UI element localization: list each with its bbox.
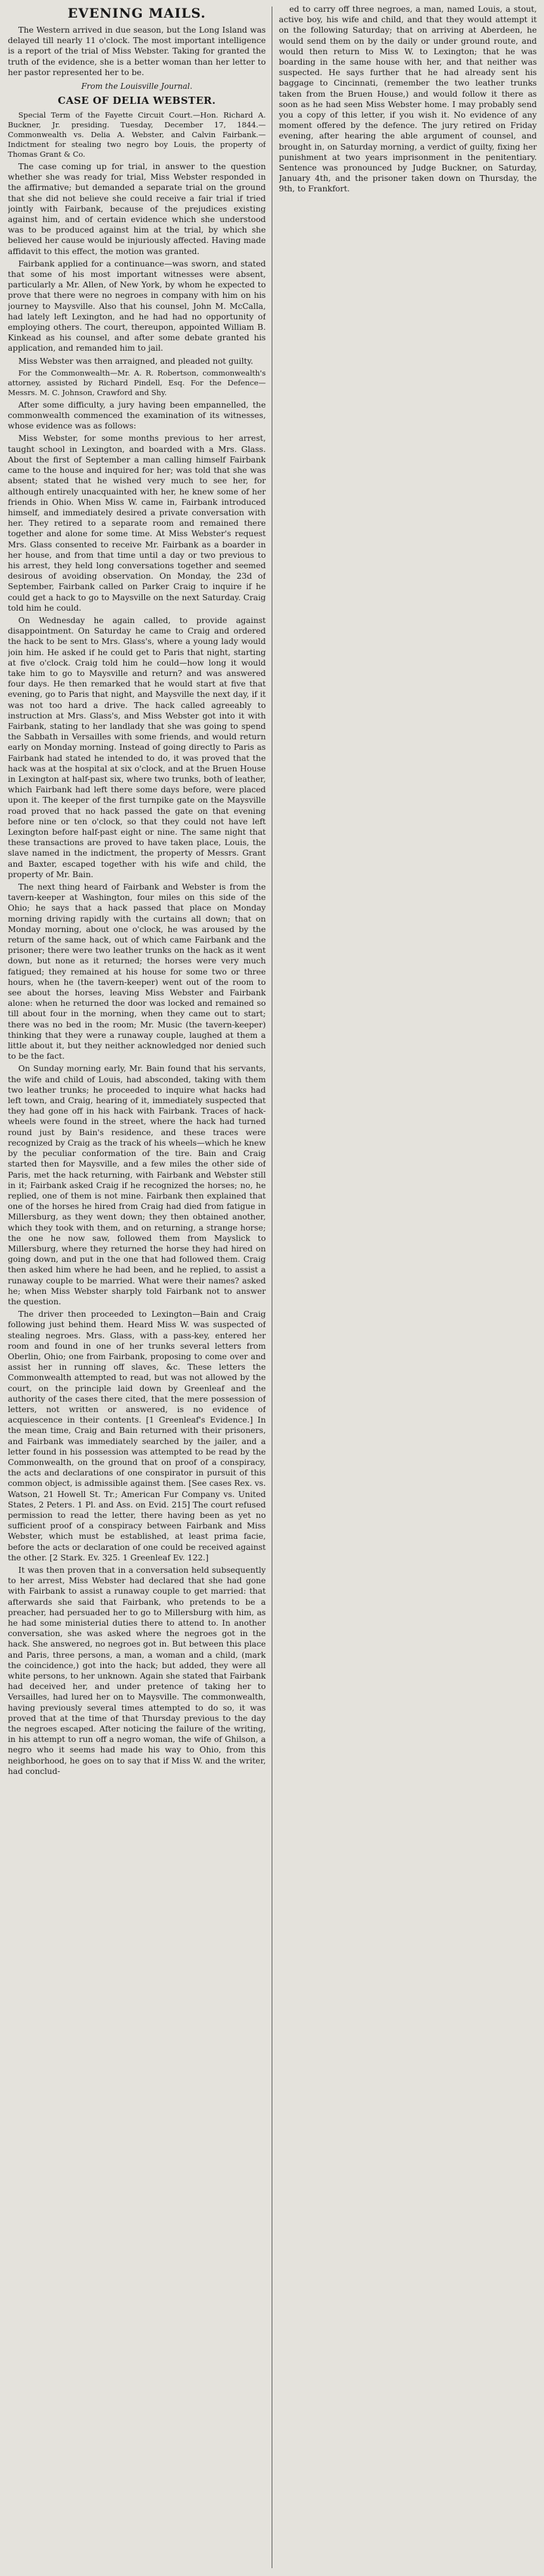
case-title: CASE OF DELIA WEBSTER. — [57, 95, 216, 107]
article-paragraph: Special Term of the Fayette Circuit Court.—Hon. Richard A. Buckner, Jr. presiding. Tuesday, December 17, 1844.—Commonwealth vs. Delia A. Webster, and Calvin Fairbank.—Indictment for stealing two negro boy Louis, the property of Thomas Grant & Co. — [8, 110, 266, 159]
left-column — [8, 4, 266, 2569]
headline: EVENING MAILS. — [67, 5, 206, 21]
right-body — [279, 4, 537, 195]
article-paragraph: The next thing heard of Fairbank and Webster is from the tavern-keeper at Washington, four miles on this side of the Ohio; he says that a hack passed that place on Monday morning driving rapidly with the curtains all down; that on Monday morning, about one o'clock, he was aroused by the return of the same hack, out of which came Fairbank and the prisoner; there were two leather trunks on the hack as it went down, but none as it returned; the horses were very much fatigued; they remained at his house for some two or three hours, when he (the tavern-keeper) went out of the room to see about the horses, leaving Miss Webster and Fairbank alone: when he returned the door was locked and remained so till about four in the morning, when they came out to start; there was no bed in the room; Mr. Music (the tavern-keeper) thinking that they were a runaway couple, laughed at them a little about it, but they neither acknowledged nor denied such to be the fact. — [8, 882, 266, 1061]
article-paragraph: On Sunday morning early, Mr. Bain found that his servants, the wife and child of Louis, had absconded, taking with them two leather trunks; he proceeded to inquire what hacks had left town, and Craig, hearing of it, immediately suspected that they had gone off in his hack with Fairbank. Traces of hack-wheels were found in the street, where the hack had turned round just by Bain's residence, and these traces were recognized by Craig as the track of his wheels—which he knew by the peculiar conformation of the tire. Bain and Craig started then for Maysville, and a few miles the other side of Paris, met the hack returning, with Fairbank and Webster still in it; Fairbank asked Craig if he recognized the horses; no, he replied, one of them is not mine. Fairbank then explained that one of the horses he hired from Craig had died from fatigue in Millersburg, as they went down; they then obtained another, which they took with them, and on returning, a strange horse; the one he now saw, followed them from Mayslick to Millersburg, where they returned the horse they had hired on going down, and put in the one that had followed them. Craig then asked him where he had been, and he replied, to assist a runaway couple to be married. What were their names? asked he; when Miss Webster sharply told Fairbank not to answer the question. — [8, 1064, 266, 1306]
article-paragraph: ed to carry off three negroes, a man, named Louis, a stout, active boy, his wife and child, and that they would attempt it on the following Saturday; that on arriving at Aberdeen, he would send them on by the daily or under ground route, and would then return to Miss W. to Lexington; that he was boarding in the same house with her, and that neither was suspected. He says further that he had already sent his baggage to Cincinnati, (remember the two leather trunks taken from the Bruen House,) and would follow it there as soon as he had seen Miss Webster home. I may probably send you a copy of this letter, if you wish it. No evidence of any moment offered by the defence. The jury retired on Friday evening, after hearing the able argument of counsel, and brought in, on Saturday morning, a verdict of guilty, fixing her punishment at two years imprisonment in the penitentiary. Sentence was pronounced by Judge Buckner, on Saturday, January 4th, and the prisoner taken down on Thursday, the 9th, to Frankfort. — [279, 5, 537, 194]
article-paragraph: The driver then proceeded to Lexington—Bain and Craig following just behind them. Heard Miss W. was suspected of stealing negroes. Mrs. Glass, with a pass-key, entered her room and found in one of her trunks several letters from Oberlin, Ohio; one from Fairbank, proposing to come over and assist her in running off slaves, &c. These letters the Commonwealth attempted to read, but was not allowed by the court, on the principle laid down by Greenleaf and the authority of the cases there cited, that the mere possession of letters, not written or answered, is no evidence of acquiescence in their contents. [1 Greenleaf's Evidence.] In the mean time, Craig and Bain returned with their prisoners, and Fairbank was immediately searched by the jailer, and a letter found in his possession was attempted to be read by the Commonwealth, on the ground that on proof of a conspiracy, the acts and declarations of one conspirator in pursuit of this common object, is admissible against them. [See cases Rex. vs. Watson, 21 Howell St. Tr.; American Fur Company vs. United States, 2 Peters. 1 Pl. and Ass. on Evid. 215] The court refused permission to read the letter, there having been as yet no sufficient proof of a conspiracy between Fairbank and Miss Webster, which must be established, at least prima facie, before the acts or declaration of one could be received against the other. [2 Stark. Ev. 325. 1 Greenleaf Ev. 122.] — [8, 1310, 266, 1562]
article-paragraph: For the Commonwealth—Mr. A. R. Robertson, commonwealth's attorney, assisted by Richard Pindell, Esq. For the Defence—Messrs. M. C. Johnson, Crawford and Shy. — [8, 368, 266, 397]
source-line: From the Louisville Journal. — [81, 82, 193, 91]
article-paragraph: Miss Webster was then arraigned, and pleaded not guilty. — [18, 356, 253, 366]
article-paragraph: The case coming up for trial, in answer to the question whether she was ready for trial, Miss Webster responded in the affirmative; but demanded a separate trial on the ground that she did not believe she could receive a fair trial if tried jointly with Fairbank, because of the prejudices existing against him, and of certain evidence which she understood was to be produced against him at the trial, by which she believed her cause would be injuriously affected. Having made affidavit to this effect, the motion was granted. — [8, 162, 266, 256]
article-paragraph: After some difficulty, a jury having been empannelled, the commonwealth commenced the examination of its witnesses, whose evidence was as follows: — [8, 400, 266, 431]
article-paragraph: On Wednesday he again called, to provide against disappointment. On Saturday he came to Craig and ordered the hack to be sent to Mrs. Glass's, where a young lady would join him. He asked if he could get to Paris that night, starting at five o'clock. Craig told him he could—how long it would take him to go to Maysville and return? and was answered four days. He then remarked that he would start at five that evening, go to Paris that night, and Maysville the next day, if it was not too hard a drive. The hack called agreeably to instruction at Mrs. Glass's, and Miss Webster got into it with Fairbank, stating to her landlady that she was going to spend the Sabbath in Versailles with some friends, and would return early on Monday morning. Instead of going directly to Paris as Fairbank had stated he intended to do, it was proved that the hack was at the hospital at six o'clock, and at the Bruen House in Lexington at half-past six, where two trunks, both of leather, which Fairbank had left there some days before, were placed upon it. The keeper of the first turnpike gate on the Maysville road proved that no hack passed the gate on that evening before nine or ten o'clock, so that they could not have left Lexington before half-past eight or nine. The same night that these transactions are proved to have taken place, Louis, the slave named in the indictment, the property of Messrs. Grant and Baxter, escaped together with his wife and child, the property of Mr. Bain. — [8, 615, 266, 879]
article-paragraph: Fairbank applied for a continuance—was sworn, and stated that some of his most important witnesses were absent, particularly a Mr. Allen, of New York, by whom he expected to prove that there were no negroes in company with him on his journey to Maysville. Also that his counsel, John M. McCalla, had lately left Lexington, and he had had no opportunity of employing others. The court, thereupon, appointed William B. Kinkead as his counsel, and after some debate granted his application, and remanded him to jail. — [8, 259, 266, 353]
right-column — [279, 4, 537, 2569]
intro-paragraph: The Western arrived in due season, but the Long Island was delayed till nearly 11 o'clock. The most important intelligence is a report of the trial of Miss Webster. Taking for granted the truth of the evidence, she is a better woman than her letter to her pastor represented her to be. — [8, 25, 266, 77]
article-paragraph: Miss Webster, for some months previous to her arrest, taught school in Lexington, and boarded with a Mrs. Glass. About the first of September a man calling himself Fairbank came to the house and inquired for her; was told that she was absent; stated that he wished very much to see her, for although entirely unacquainted with her, he knew some of her friends in Ohio. When Miss W. came in, Fairbank introduced himself, and immediately desired a private conversation with her. They retired to a separate room and remained there together and alone for some time. At Miss Webster's request Mrs. Glass consented to receive Mr. Fairbank as a boarder in her house, and from that time until a day or two previous to his arrest, they held long conversations together and seemed desirous of avoiding observation. On Monday, the 23d of September, Fairbank called on Parker Craig to inquire if he could get a hack to go to Maysville on the next Saturday. Craig told him he could. — [8, 434, 266, 613]
article-paragraph: It was then proven that in a conversation held subsequently to her arrest, Miss Webster had declared that she had gone with Fairbank to assist a runaway couple to get married: that afterwards she said that Fairbank, who pretends to be a preacher, had persuaded her to go to Millersburg with him, as he had some ministerial duties there to attend to. In another conversation, she was asked where the negroes got in the hack. She answered, no negroes got in. But between this place and Paris, three persons, a man, a woman and a child, (mark the coincidence,) got into the hack; but added, they were all white persons, to her unknown. Again she stated that Fairbank had deceived her, and under pretence of taking her to Versailles, had lured her on to Maysville. The commonwealth, having previously several times attempted to do so, it was proved that at the time of that Thursday previous to the day the negroes escaped. After noticing the failure of the writing, in his attempt to run off a negro woman, the wife of Ghilson, a negro who it seems had made his way to Ohio, from this neighborhood, he goes on to say that if Miss W. and the writer, had conclud- — [8, 1566, 266, 1776]
columns — [8, 4, 537, 2569]
left-body — [8, 110, 266, 1777]
